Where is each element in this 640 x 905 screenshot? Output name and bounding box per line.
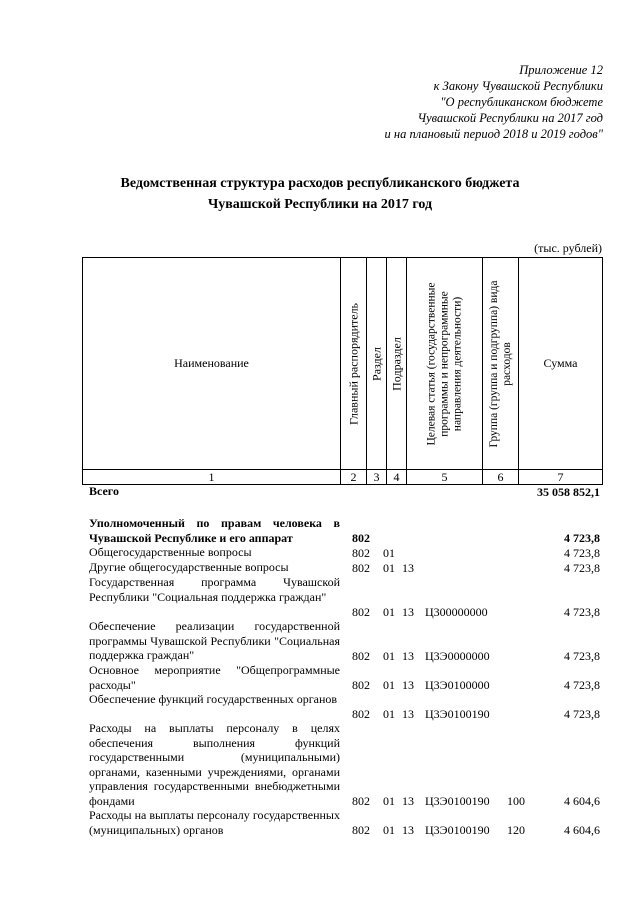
column-number: 3 [367, 470, 387, 485]
row-name: Расходы на выплаты персоналу государственных (муниципальных) органов [89, 808, 340, 837]
table-row [0, 560, 640, 575]
row-name: Государственная программа Чувашской Республики "Социальная поддержка граждан" [89, 575, 340, 604]
row-podrazdel: 13 [402, 604, 414, 619]
column-number: 2 [341, 470, 367, 485]
row-podrazdel: 13 [402, 677, 414, 692]
row-grbs: 802 [352, 706, 370, 721]
row-grbs: 802 [352, 648, 370, 663]
title-line-1: Ведомственная структура расходов республиканского бюджета [120, 176, 520, 191]
row-sum: 4 723,8 [564, 604, 600, 619]
row-grbs: 802 [352, 530, 370, 545]
appendix-line: и на плановый период 2018 и 2019 годов" [384, 127, 603, 141]
appendix-line: "О республиканском бюджете [440, 95, 603, 109]
row-razdel: 01 [383, 560, 395, 575]
appendix-line: к Закону Чувашской Республики [433, 79, 603, 93]
row-expense-group: 100 [507, 793, 525, 808]
total-label: Всего [89, 484, 119, 498]
row-name: Уполномоченный по правам человека в Чувашской Республике и его аппарат [89, 516, 340, 545]
row-target-article: Ц300000000 [425, 604, 488, 619]
row-podrazdel: 13 [402, 793, 414, 808]
units-label: (тыс. рублей) [534, 241, 602, 255]
table-row [0, 663, 640, 692]
table-row [0, 545, 640, 560]
row-name: Обеспечение реализации государственной программы Чувашской Республики "Социальная поддержка граждан" [89, 619, 340, 662]
row-grbs: 802 [352, 677, 370, 692]
row-sum: 4 723,8 [564, 530, 600, 545]
row-podrazdel: 13 [402, 648, 414, 663]
row-target-article: Ц3Э0100190 [425, 822, 490, 837]
table-row [0, 692, 640, 721]
row-grbs: 802 [352, 793, 370, 808]
row-name: Общегосударственные вопросы [89, 545, 252, 559]
header-razdel: Раздел [367, 258, 387, 470]
column-number: 1 [83, 470, 341, 485]
row-grbs: 802 [352, 822, 370, 837]
row-razdel: 01 [383, 706, 395, 721]
column-number: 7 [519, 470, 603, 485]
table-row [0, 516, 640, 545]
row-sum: 4 723,8 [564, 706, 600, 721]
header-podrazdel: Подраздел [387, 258, 407, 470]
column-number: 5 [407, 470, 483, 485]
row-razdel: 01 [383, 604, 395, 619]
total-sum: 35 058 852,1 [537, 484, 600, 499]
row-podrazdel: 13 [402, 822, 414, 837]
total-row [0, 484, 640, 499]
column-number: 6 [483, 470, 519, 485]
header-expense-group: Группа (группа и подгруппа) вида расходов [483, 258, 519, 470]
row-name: Обеспечение функций государственных органов [89, 692, 338, 706]
row-name: Расходы на выплаты персоналу в целях обеспечения выполнения функций государственными (муниципальными) органами, казенными учреждениями, органами управления государственными внебюджетными фондами [89, 721, 340, 808]
row-grbs: 802 [352, 560, 370, 575]
row-podrazdel: 13 [402, 560, 414, 575]
appendix-line: Чувашской Республики на 2017 год [417, 111, 603, 125]
row-target-article: Ц3Э0100190 [425, 793, 490, 808]
row-target-article: Ц3Э0000000 [425, 648, 490, 663]
row-name: Основное мероприятие "Общепрограммные расходы" [89, 663, 340, 692]
table-row [0, 721, 640, 808]
header-target-article: Целевая статья (государственные программы и непрограммные направления деятельности) [407, 258, 483, 470]
table-row [0, 619, 640, 663]
appendix-line: Приложение 12 [519, 63, 603, 77]
row-grbs: 802 [352, 545, 370, 560]
table-row [0, 808, 640, 837]
row-target-article: Ц3Э0100190 [425, 706, 490, 721]
row-sum: 4 723,8 [564, 677, 600, 692]
table-row [0, 575, 640, 619]
row-target-article: Ц3Э0100000 [425, 677, 490, 692]
header-sum: Сумма [519, 258, 603, 470]
title-line-2: Чувашской Республики на 2017 год [207, 197, 433, 212]
column-number: 4 [387, 470, 407, 485]
row-podrazdel: 13 [402, 706, 414, 721]
row-razdel: 01 [383, 648, 395, 663]
row-sum: 4 723,8 [564, 560, 600, 575]
row-sum: 4 604,6 [564, 822, 600, 837]
row-name: Другие общегосударственные вопросы [89, 560, 289, 574]
row-grbs: 802 [352, 604, 370, 619]
row-expense-group: 120 [507, 822, 525, 837]
row-sum: 4 604,6 [564, 793, 600, 808]
header-name: Наименование [83, 258, 341, 470]
row-razdel: 01 [383, 793, 395, 808]
row-razdel: 01 [383, 677, 395, 692]
row-razdel: 01 [383, 545, 395, 560]
header-grbs: Главный распорядитель [341, 258, 367, 470]
row-sum: 4 723,8 [564, 648, 600, 663]
row-razdel: 01 [383, 822, 395, 837]
row-sum: 4 723,8 [564, 545, 600, 560]
